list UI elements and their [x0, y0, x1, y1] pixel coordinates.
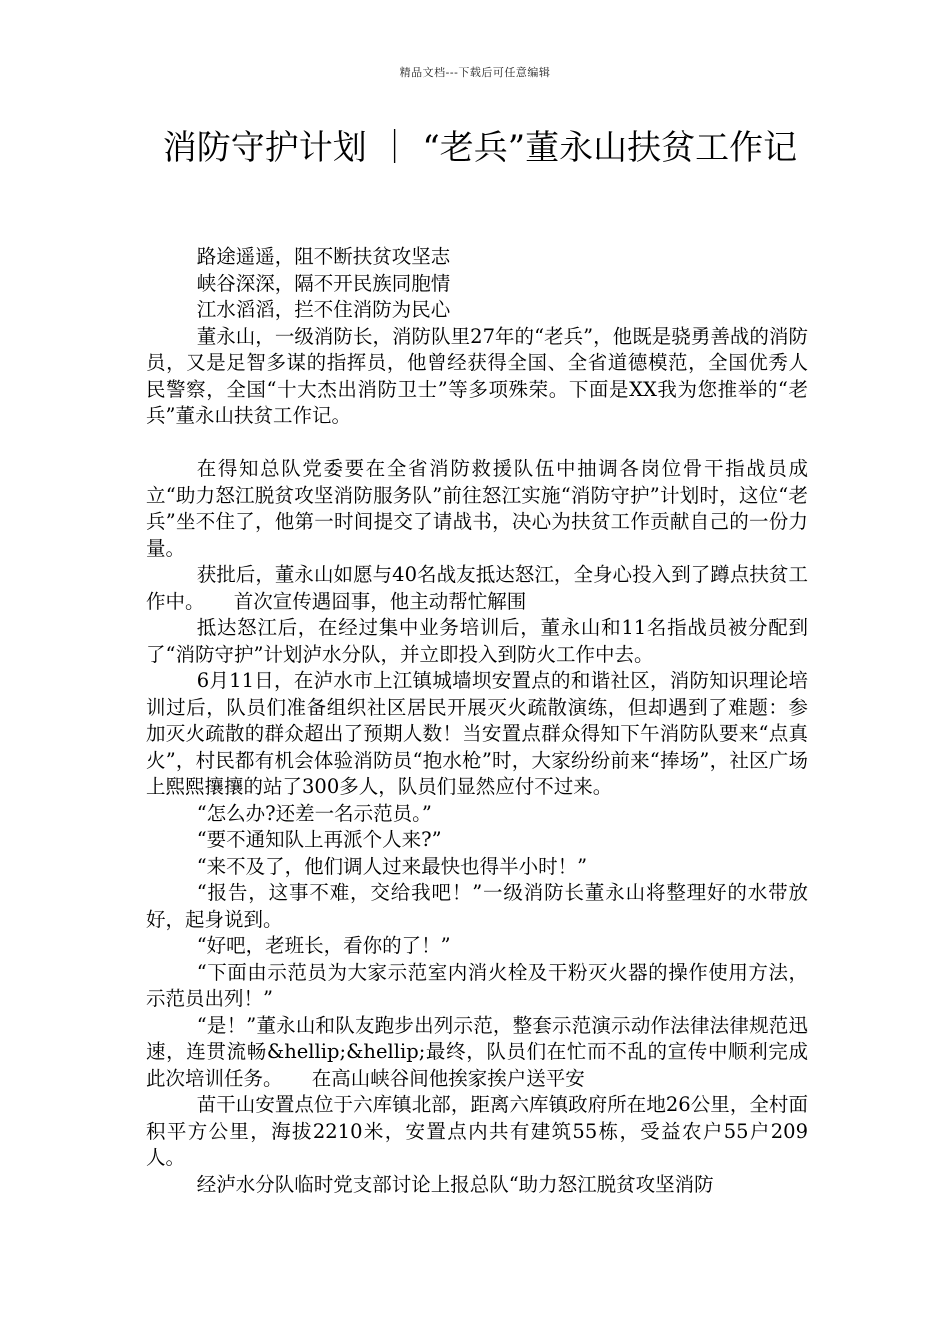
paragraph: “要不通知队上再派个人来?” — [196, 828, 442, 851]
paragraph: 抵达怒江后，在经过集中业务培训后，董永山和11名指战员被分配到了“消防守护”计划泸水分队，并立即投入到防火工作中去。 — [146, 616, 808, 666]
paragraph: 江水滔滔，拦不住消防为民心 — [196, 298, 451, 321]
paragraph: 6月11日，在泸水市上江镇城墙坝安置点的和谐社区，消防知识理论培训过后，队员们准备组织社区居民开展灭火疏散演练，但却遇到了难题：参加灭火疏散的群众超出了预期人数！当安置点群众得知下午消防队要来“点真火”，村民都有机会体验消防员“抱水枪”时，大家纷纷前来“捧场”，社区广场上熙熙攘攘的站了300多人，队员们显然应付不过来。 — [146, 669, 808, 798]
paragraph: “报告，这事不难，交给我吧！”一级消防长董永山将整理好的水带放好，起身说到。 — [146, 881, 808, 931]
paragraph: 路途遥遥，阻不断扶贫攻坚志 — [196, 245, 451, 268]
paragraph: “来不及了，他们调人过来最快也得半小时！” — [196, 854, 588, 878]
page-header: 精品文档---下载后可任意编辑 — [399, 66, 551, 79]
paragraph: 经泸水分队临时党支部讨论上报总队“助力怒江脱贫攻坚消防 — [196, 1172, 714, 1196]
document-body — [146, 244, 808, 1198]
paragraph: “好吧，老班长，看你的了！” — [196, 934, 451, 957]
paragraph: 获批后，董永山如愿与40名战友抵达怒江，全身心投入到了蹲点扶贫工作中。 首次宣传遇囧事，他主动帮忙解围 — [146, 563, 808, 613]
paragraph: “是！”董永山和队友跑步出列示范，整套示范演示动作法律法律规范迅速，连贯流畅&hellip;&hellip;最终，队员们在忙而不乱的宣传中顺利完成此次培训任务。 在高山峡谷间他挨家挨户送平安 — [146, 1013, 808, 1090]
paragraph: “下面由示范员为大家示范室内消火栓及干粉灭火器的操作使用方法，示范员出列！” — [146, 960, 808, 1010]
paragraph: 董永山，一级消防长，消防队里27年的“老兵”，他既是骁勇善战的消防员，又是足智多谋的指挥员，他曾经获得全国、全省道德模范，全国优秀人民警察，全国“十大杰出消防卫士”等多项殊荣。下面是XX我为您推举的“老兵”董永山扶贫工作记。 — [146, 324, 808, 427]
paragraph: 在得知总队党委要在全省消防救援队伍中抽调各岗位骨干指战员成立“助力怒江脱贫攻坚消防服务队”前往怒江实施“消防守护”计划时，这位“老兵”坐不住了，他第一时间提交了请战书，决心为扶贫工作贡献自己的一份力量。 — [146, 457, 808, 560]
paragraph: 峡谷深深，隔不开民族同胞情 — [196, 271, 451, 295]
paragraph: 苗干山安置点位于六库镇北部，距离六库镇政府所在地26公里，全村面积平方公里，海拔2210米，安置点内共有建筑55栋，受益农户55户209人。 — [146, 1093, 808, 1169]
document-title: 消防守护计划 ｜ “老兵”董永山扶贫工作记 — [162, 128, 798, 168]
paragraph: “怎么办?还差一名示范员。” — [196, 801, 432, 825]
blank-line — [146, 430, 808, 457]
